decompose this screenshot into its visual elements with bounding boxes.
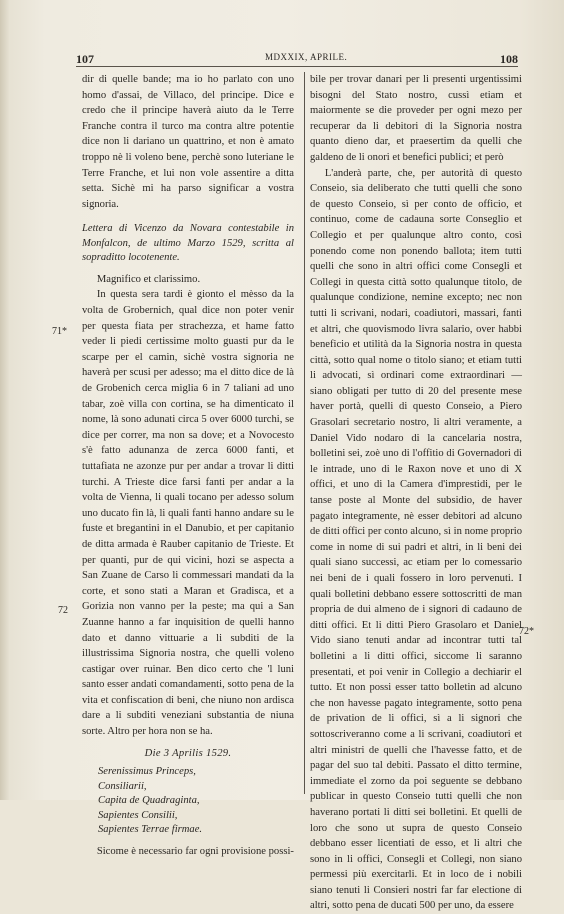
right-column xyxy=(310,72,522,914)
date-heading: Die 3 Aprilis 1529. xyxy=(144,747,232,759)
right-paragraph-2: L'anderà parte, che, per autorità di questo Conseio, sia deliberato che tutti quelli che sono de questo Conseio, sì per conto de officio, et continuo, come de cadauna sorte Conseglio et Collegio et per qualunque altro conto, così ponendo come non ponendo ballota; item tutti quelli che sono in altri offici come Consegli et Collegi in questa città sotto qualunque titolo, de qualunque condizione, nemine excepto; nec non tutti li scrivani, nodari, coadiutori, massari, fanti et altri, che quovismodo livra salario, over habbi beneficio et utilità da la Signoria nostra in questa città, sotto qual nome o titolo siano; et etiam tutti li advocati, sì ordinari come extraordinari — siano obligati per tutto di 20 del presente mese haver portà, quelli di questo Conseio, a Piero Grasolari secretario nostro, li altri veramente, a Daniel Vido nodaro di la cancelaria nostra, bolletini sei, zoè uno di l'offitio di Governadori di le intrade, uno di le Raxon nove et uno di X offici, et uno di la Camera d'imprestidi, per le tanse poste al Monte del subsidio, de haver pagato integramente, nè esser debitori ad alcuno de ditti offici per conto alcuno, sì in nome proprio come in nome di sui padri et altri, in li beni dei quali siano successi, ac etiam per lo comessario nei beni de i quali fossero in loro pervenuti. I quali bolletini debbano essere sottoscritti de man propria de dui almeno de i signori di cadauno de ditti offici. Et li ditti Piero Grasolaro et Daniel Vido siano tenuti andar ad incontrar tutti tal bolletini a li ditti offici, siccome li saranno presentati, et poi venir in Collegio a dechiarir el tutto. Et non possi esser tatto bolletin ad alcuno che non havesse pagato integramente, sotto pena de privation de li offici, sì a li signori che sottoscriveranno come a li scrivani, coadiutori et altri ministri de quelli che l'havesse fatto, et de pagar del suo tal debiti. Passato el ditto termine, immediate el zorno da poi seguente se debbano publicar in questo Conseio tutti quelli che non haverano portati li ditti sei bolletini. Et quelli de loro che sono ut supra de questo Conseio debbano esser licentiati de esso, et li altri che sono in li offici, Consegli et Collegi, non siano permessi più exercitarli. Et in loco de i nobili siano tenuti li Consieri nostri far far electione di altri, sotto pena de ducati 500 per uno, da essere xyxy=(310,167,522,912)
address-line-1: Serenissimus Princeps, xyxy=(98,766,196,778)
margin-note-71: 71* xyxy=(52,326,67,337)
salutation: Magnifico et clarissimo. xyxy=(96,273,201,285)
page-spine-shadow xyxy=(0,0,10,800)
header-rule xyxy=(76,66,518,67)
letter-heading: Lettera di Vicenzo da Novara contestabile in Monfalcon, de ultimo Marzo 1529, scritta al sopraditto locotenente. xyxy=(82,223,294,264)
margin-note-72-star: 72* xyxy=(519,626,534,637)
right-paragraph-1: bile per trovar danari per li presenti urgentissimi bisogni del Stato nostro, cussì etiam et maiormente se die proveder per ogni mezo per recuperar da li debitori di la Signoria nostra quanto dieno dar, et praesertim da quelli che galdeno de li onori et benefici publici; et però xyxy=(310,74,522,163)
left-column xyxy=(82,72,294,859)
left-paragraph-2: In questa sera tardi è gionto el mèsso da la volta de Grobernich, qual dice non poter venir per questa fiata per strachezza, et hame fatto veder li piedi certissime molto guasti pur da le scarpe per el camin, sichè vostra signoria ne haverà per scusi per adesso; ma el ditto dice de là de Grobenich cerca miglia 6 in 7 taliani ad uno tabar, zoè villa con cortina, se ha dimenticato il nome, là sono adunati circa 5 over 6000 turchi, se dice per correr, ma non sa dove; et a Novocesto s'è fatto adunanza de zerca 6000 fanti, et tuttafiata ne azonze pur per andar a trovar li ditti turchi. A Trieste dice farsi fanti per andar a la volta de Vienna, li quali tocano per adesso solum uno ducato fin là, li quali fanti hanno andare su le fuste et bregantini in el Danubio, et per capitanio de ditta armada è Rauber capitanio de Trieste. Et per quanti, pur de qui vicini, hozi se aspecta a San Zuane de Carso li commessari mandati da la corte, et sono stati a Maran et Gradisca, et a Gorizia non vanno per la peste; ma qui a San Zuanne hanno a far inquisition de quelli hanno dato et danno vittuarie a li subditi de la illustrissima Signoria nostra, che quelli voleno castigar over ruinar. Ben dico certo che 'l luni santo esser andati comandamenti, sotto pena de la vita et confiscation di beni, che niuno non ardisca dare a li subditi veneziani substantia de niuna sorte. Altro per hora non se ha. xyxy=(82,289,294,738)
left-paragraph-3: Sicome è necessario far ogni provisione possi- xyxy=(96,845,294,857)
margin-note-72: 72 xyxy=(58,605,68,616)
left-paragraph-1: dir di quelle bande; ma io ho parlato con uno homo d'assai, de Villaco, del principe. Dice e credo che il principe haverà aiuto da le Terre Franche contra il turco ma contra altre potentie dice non li dariano un quattrino, et non è amato troppo nè li voleno bene, perchè sono luteriane le Terre Franche, et lui non vole assentire a ditta setta. Sichè mi ha parso significar a vostra signoria. xyxy=(82,74,294,210)
address-line-2: Consiliarii, xyxy=(98,780,147,792)
address-line-4: Sapientes Consilii, xyxy=(98,809,178,821)
column-divider xyxy=(304,72,305,794)
address-line-5: Sapientes Terrae firmae. xyxy=(98,824,203,836)
page-number-right: 108 xyxy=(500,52,518,66)
page-number-left: 107 xyxy=(76,52,94,66)
running-title: MDXXIX, APRILE. xyxy=(265,52,348,62)
address-line-3: Capita de Quadraginta, xyxy=(98,795,200,807)
